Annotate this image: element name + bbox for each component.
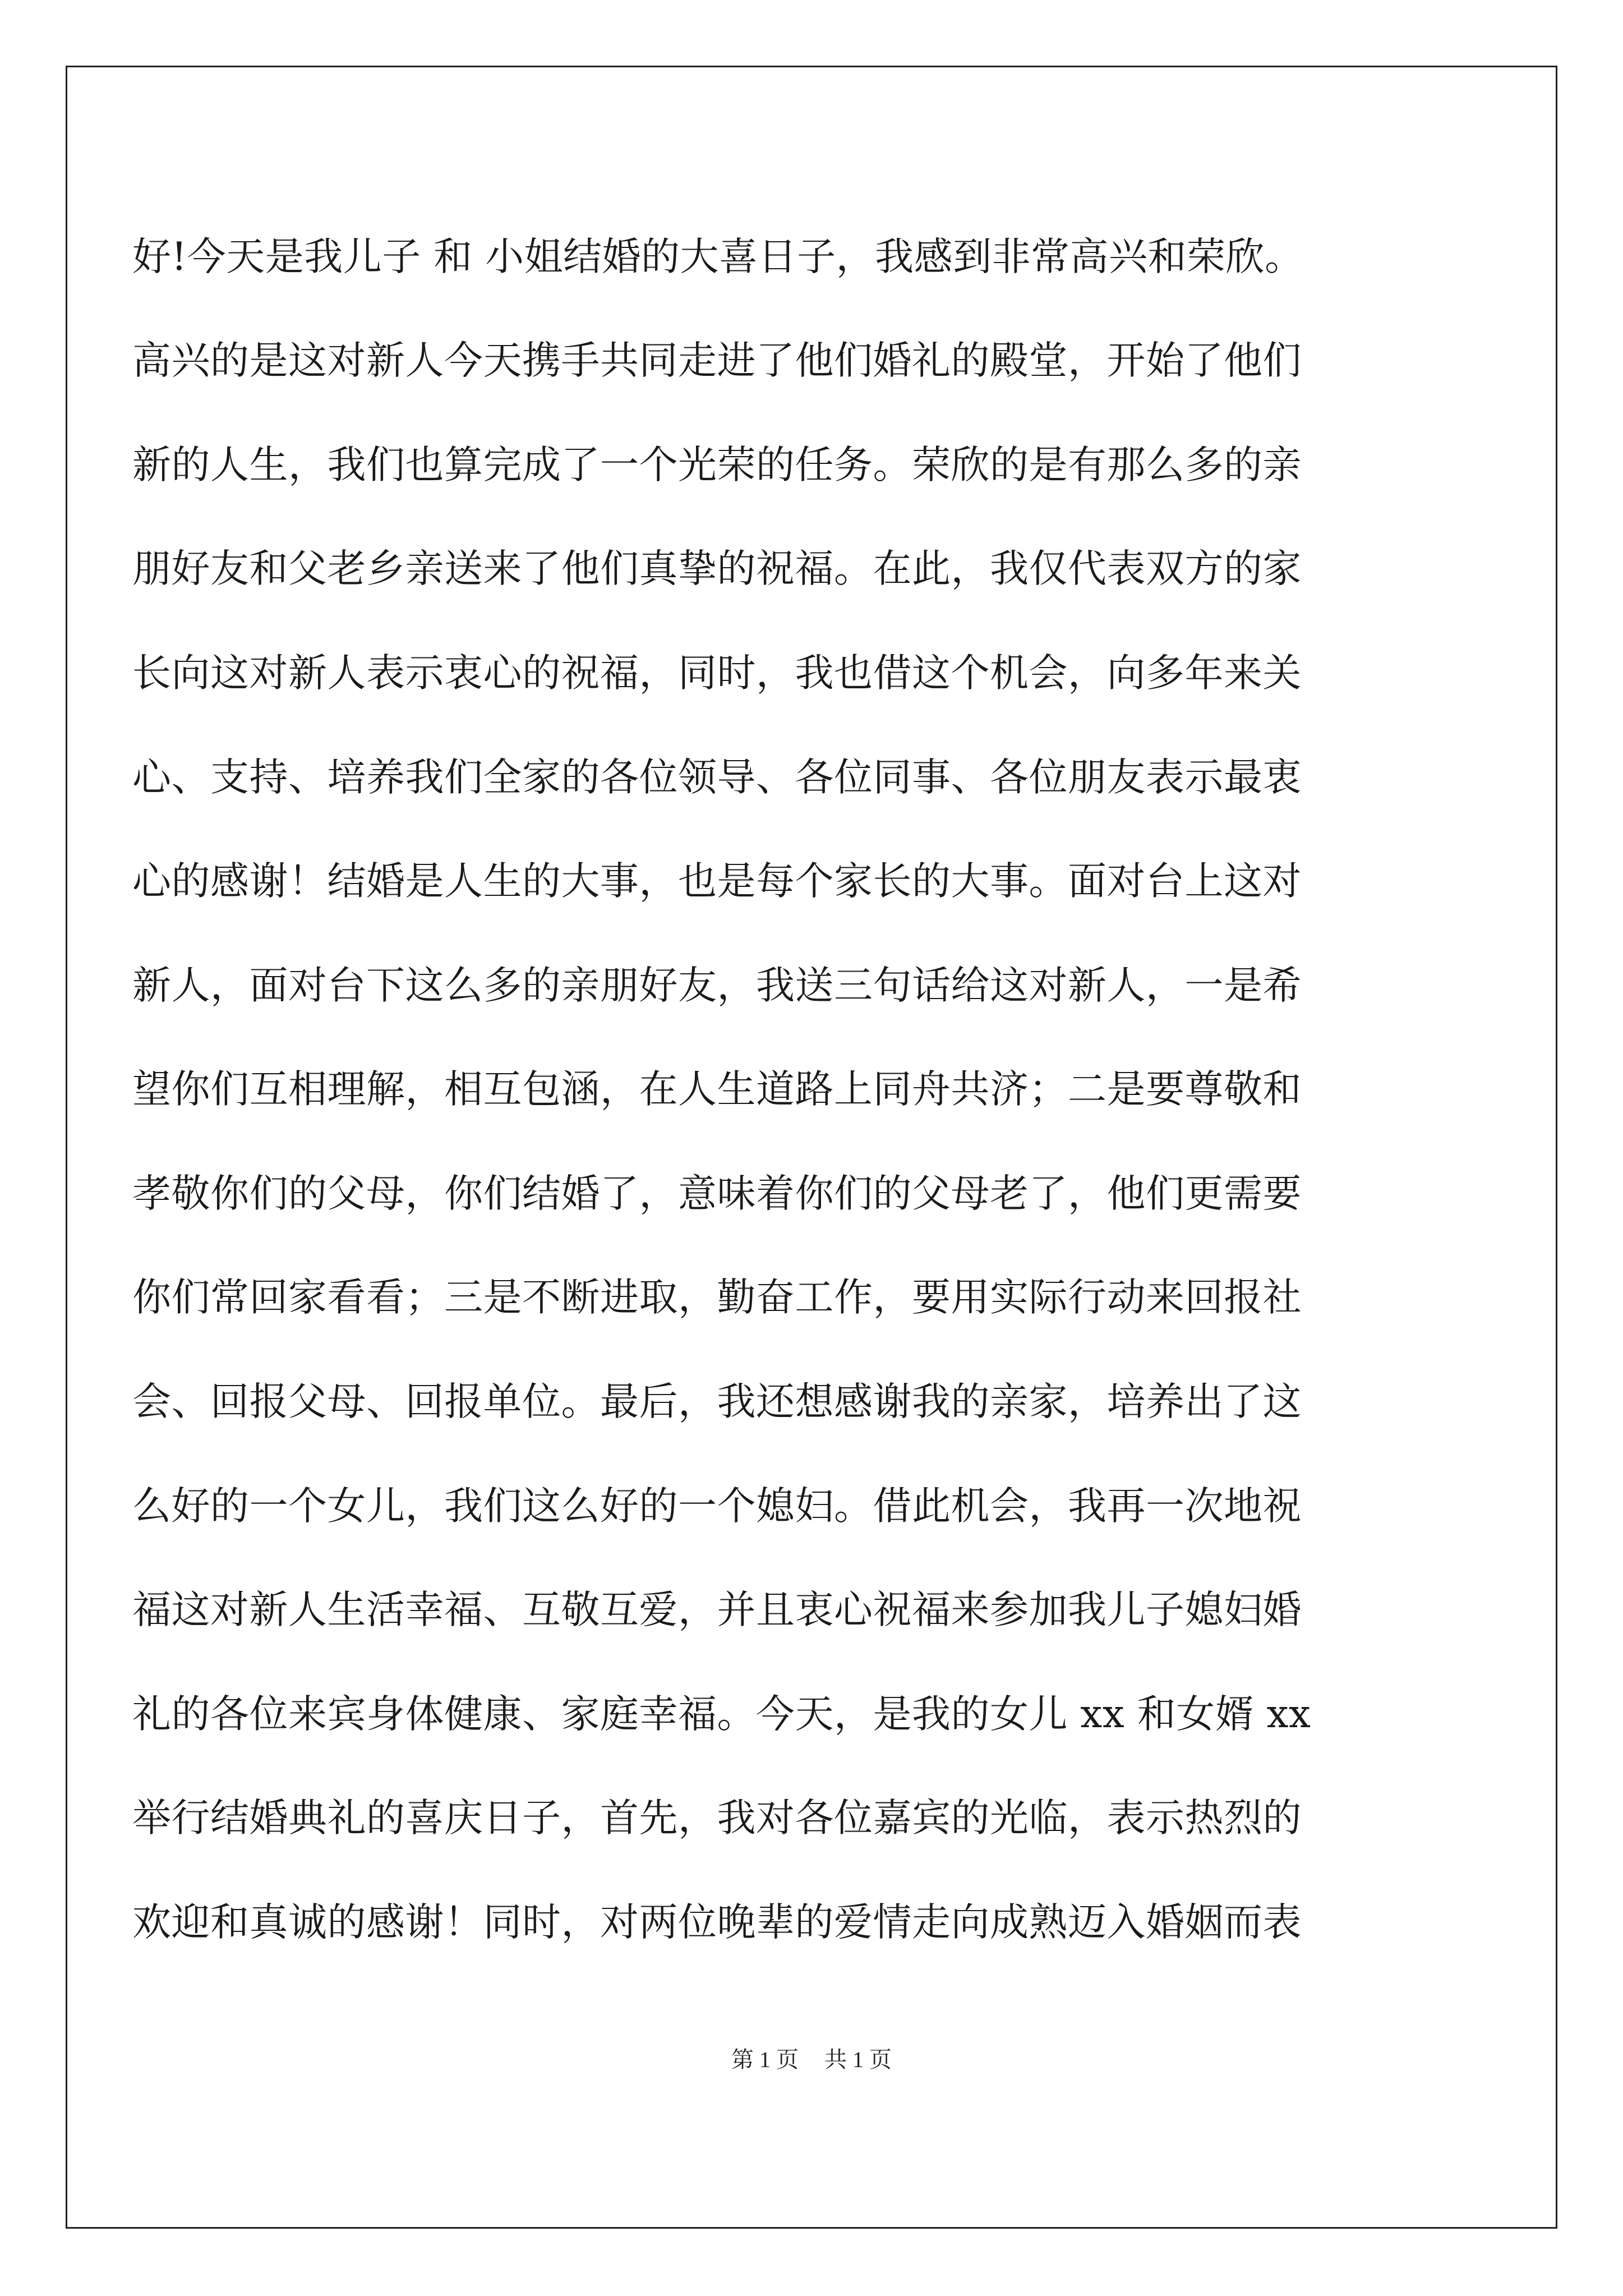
- text-line: 心的感谢！结婚是人生的大事，也是每个家长的大事。面对台上这对: [132, 859, 1302, 904]
- text-line: 福这对新人生活幸福、互敬互爱，并且衷心祝福来参加我儿子媳妇婚: [132, 1588, 1302, 1632]
- text-line: 你们常回家看看；三是不断进取，勤奋工作，要用实际行动来回报社: [132, 1275, 1302, 1320]
- page-total: 共 1 页: [824, 2047, 892, 2072]
- text-line: 好!今天是我儿子 和 小姐结婚的大喜日子，我感到非常高兴和荣欣。: [132, 234, 1304, 279]
- page-footer: [0, 2042, 1623, 2074]
- text-line: 会、回报父母、回报单位。最后，我还想感谢我的亲家，培养出了这: [132, 1379, 1302, 1424]
- text-line: 欢迎和真诚的感谢！同时，对两位晚辈的爱情走向成熟迈入婚姻而表: [132, 1900, 1302, 1945]
- text-line: 朋好友和父老乡亲送来了他们真挚的祝福。在此，我仅代表双方的家: [132, 546, 1302, 591]
- text-line: 孝敬你们的父母，你们结婚了，意味着你们的父母老了，他们更需要: [132, 1171, 1302, 1216]
- text-line: 长向这对新人表示衷心的祝福，同时，我也借这个机会，向多年来关: [132, 651, 1302, 696]
- text-line: 举行结婚典礼的喜庆日子，首先，我对各位嘉宾的光临，表示热烈的: [132, 1796, 1302, 1841]
- text-line: 高兴的是这对新人今天携手共同走进了他们婚礼的殿堂，开始了他们: [132, 338, 1302, 383]
- page-number: 第 1 页: [731, 2047, 799, 2072]
- text-line: 礼的各位来宾身体健康、家庭幸福。今天，是我的女儿 xx 和女婿 xx: [132, 1692, 1311, 1737]
- text-line: 心、支持、培养我们全家的各位领导、各位同事、各位朋友表示最衷: [132, 755, 1302, 800]
- text-line: 新人，面对台下这么多的亲朋好友，我送三句话给这对新人，一是希: [132, 963, 1302, 1008]
- text-line: 么好的一个女儿，我们这么好的一个媳妇。借此机会，我再一次地祝: [132, 1484, 1302, 1529]
- text-line: 望你们互相理解，相互包涵，在人生道路上同舟共济；二是要尊敬和: [132, 1067, 1302, 1112]
- text-line: 新的人生，我们也算完成了一个光荣的任务。荣欣的是有那么多的亲: [132, 443, 1302, 487]
